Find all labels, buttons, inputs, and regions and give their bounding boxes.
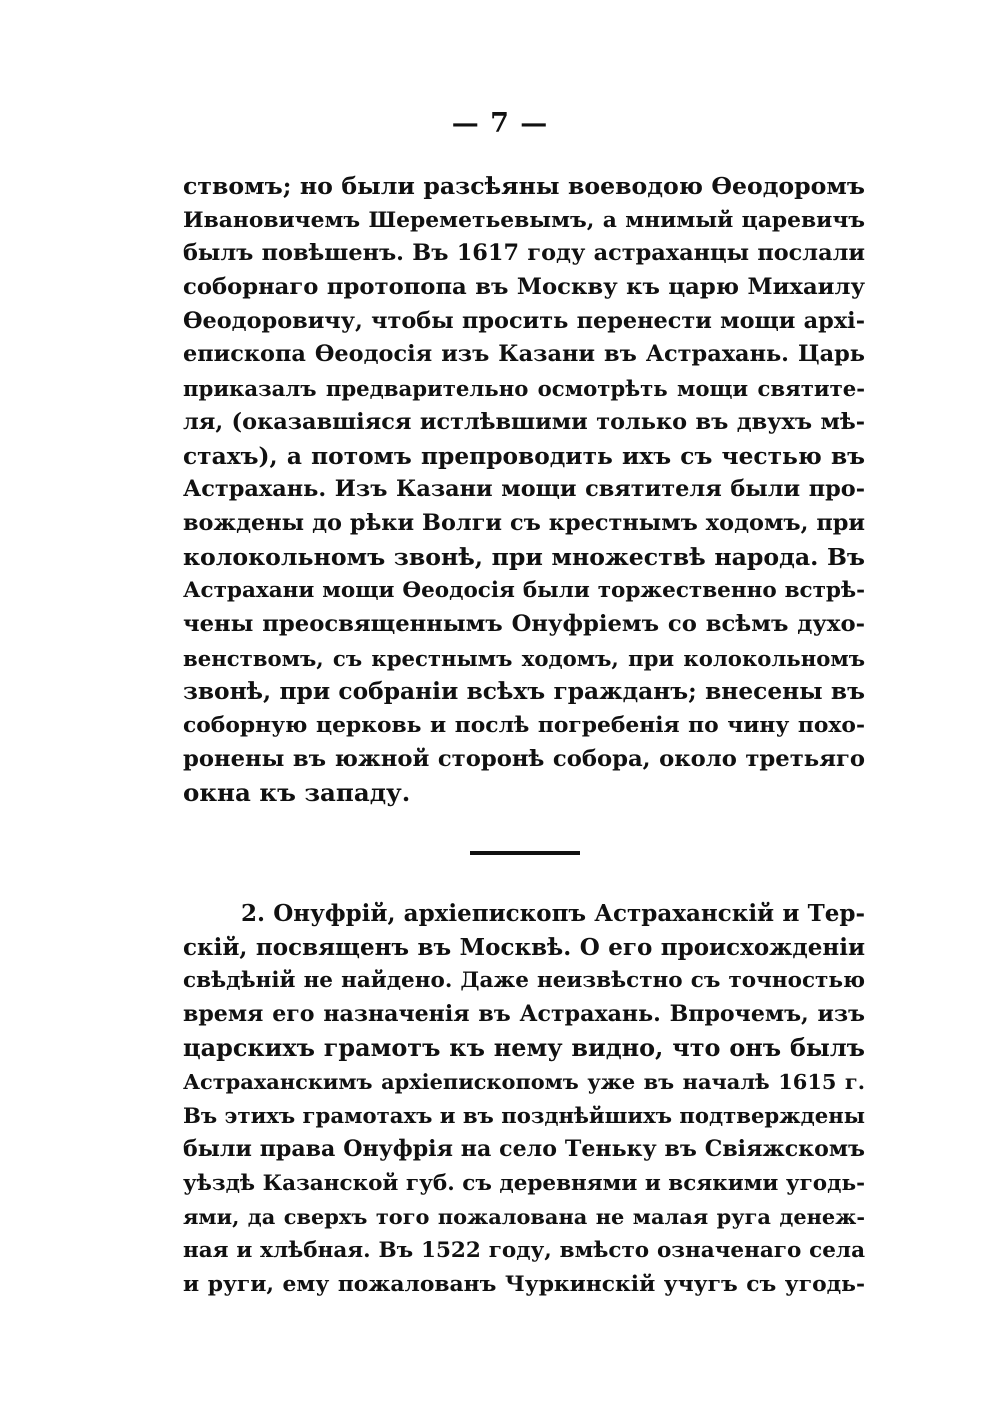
- text-line: были права Онуфрія на село Теньку въ Свіяжскомъ: [183, 1135, 865, 1162]
- text-line: скій, посвященъ въ Москвѣ. О его происхожденіи: [183, 933, 865, 961]
- text-line: епископа Ѳеодосія изъ Казани въ Астрахань. Царь: [183, 341, 865, 368]
- text-line: и руги, ему пожалованъ Чуркинскій учугъ съ угодь-: [183, 1271, 865, 1297]
- text-line: ями, да сверхъ того пожалована не малая руга денеж-: [183, 1204, 865, 1230]
- paragraph-1: [183, 170, 865, 810]
- text-line: приказалъ предварительно осмотрѣть мощи святите-: [183, 376, 865, 402]
- page-number: — 7 —: [451, 108, 549, 139]
- text-line: соборную церковь и послѣ погребенія по чину похо-: [183, 713, 865, 738]
- section-separator: [470, 851, 580, 855]
- text-line: ронены въ южной сторонѣ собора, около третьяго: [183, 745, 865, 772]
- text-line: уѣздѣ Казанской губ. съ деревнями и всякими угодь-: [183, 1170, 865, 1196]
- text-line: чены преосвященнымъ Онуфріемъ со всѣмъ духо-: [183, 610, 865, 637]
- paragraph-2: [183, 897, 865, 1301]
- text-line: Ѳеодоровичу, чтобы просить перенести мощи архі-: [183, 307, 865, 334]
- text-line: былъ повѣшенъ. Въ 1617 году астраханцы послали: [183, 240, 865, 267]
- text-line: звонѣ, при собраніи всѣхъ гражданъ; внесены въ: [183, 678, 865, 706]
- text-line: колокольномъ звонѣ, при множествѣ народа. Въ: [183, 542, 865, 571]
- text-line: царскихъ грамотъ къ нему видно, что онъ былъ: [183, 1033, 865, 1062]
- text-line: ная и хлѣбная. Въ 1522 году, вмѣсто означенаго села: [183, 1237, 865, 1263]
- text-line: соборнаго протопопа въ Москву къ царю Михаилу: [183, 274, 865, 301]
- text-line: Астрахань. Изъ Казани мощи святителя были про-: [183, 476, 865, 503]
- text-line: венствомъ, съ крестнымъ ходомъ, при колокольномъ: [183, 645, 865, 671]
- text-line: время его назначенія въ Астрахань. Впрочемъ, изъ: [183, 1001, 865, 1028]
- text-line: Астраханскимъ архіепископомъ уже въ началѣ 1615 г.: [183, 1069, 865, 1095]
- text-line: свѣдѣній не найдено. Даже неизвѣстно съ точностью: [183, 968, 865, 994]
- text-line: вождены до рѣки Волги съ крестнымъ ходомъ, при: [183, 509, 865, 536]
- text-line: ствомъ; но были разсѣяны воеводою Ѳеодоромъ: [183, 172, 865, 200]
- text-line: ля, (оказавшіяся истлѣвшими только въ двухъ мѣ-: [183, 408, 865, 435]
- text-line: окна къ западу.: [183, 778, 411, 808]
- text-line: 2. Онуфрій, архіепископъ Астраханскій и Тер-: [241, 900, 865, 927]
- text-line: Ивановичемъ Шереметьевымъ, а мнимый царевичъ: [183, 207, 865, 233]
- text-line: Астрахани мощи Ѳеодосія были торжественно встрѣ-: [183, 578, 865, 604]
- text-line: стахъ), а потомъ препроводить ихъ съ честью въ: [183, 442, 865, 470]
- text-line: Въ этихъ грамотахъ и въ позднѣйшихъ подтверждены: [183, 1103, 865, 1129]
